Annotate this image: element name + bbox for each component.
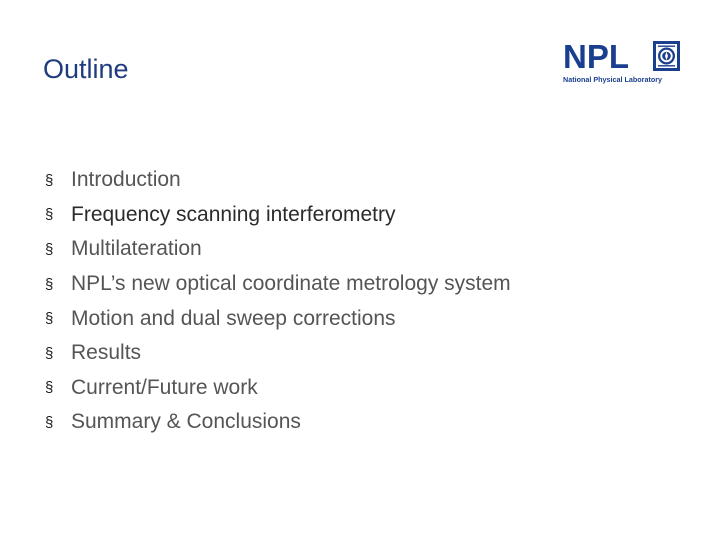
bullet-icon: §	[45, 171, 54, 189]
outline-item-results	[45, 336, 511, 371]
npl-emblem-icon	[653, 41, 680, 71]
outline-item-frequency-scanning-interferometry	[45, 198, 511, 233]
logo-subtitle: National Physical Laboratory	[563, 75, 663, 84]
outline-item-multilateration	[45, 232, 511, 267]
outline-list	[45, 163, 511, 440]
bullet-icon: §	[45, 310, 54, 328]
outline-item-motion-dual-sweep	[45, 301, 511, 336]
outline-item-summary-conclusions	[45, 405, 511, 440]
outline-item-label: Results	[71, 341, 142, 365]
outline-item-current-future-work	[45, 371, 511, 406]
npl-logo	[563, 40, 679, 86]
outline-item-label: Multilateration	[71, 237, 202, 261]
slide-title: Outline	[43, 54, 129, 84]
logo-wordmark: NPL	[563, 38, 629, 75]
bullet-icon: §	[45, 275, 54, 293]
bullet-icon: §	[45, 240, 54, 258]
bullet-icon: §	[45, 344, 54, 362]
outline-item-label: NPL’s new optical coordinate metrology system	[71, 272, 511, 296]
outline-item-label: Current/Future work	[71, 375, 258, 399]
outline-item-label: Frequency scanning interferometry	[71, 202, 396, 226]
outline-item-optical-coordinate-metrology	[45, 267, 511, 302]
bullet-icon: §	[45, 413, 54, 431]
outline-item-label: Summary & Conclusions	[71, 410, 301, 434]
outline-item-label: Motion and dual sweep corrections	[71, 306, 396, 330]
bullet-icon: §	[45, 206, 54, 224]
outline-item-introduction	[45, 163, 511, 198]
bullet-icon: §	[45, 379, 54, 397]
outline-item-label: Introduction	[71, 168, 181, 192]
